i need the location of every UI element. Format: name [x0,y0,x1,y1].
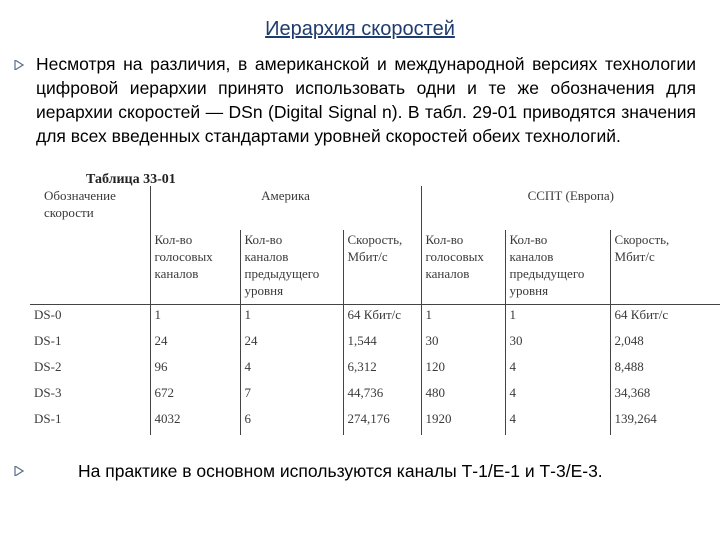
cell-am-voice: 672 [150,383,240,409]
cell-am-prev: 6 [240,409,343,435]
cell-eu-voice: 120 [421,357,505,383]
triangle-bullet-icon [14,466,24,476]
subheader-eu-prev: Кол-во каналов предыдущего уровня [505,230,610,305]
cell-am-speed: 44,736 [343,383,421,409]
row-name: DS-1 [34,411,62,426]
cell-eu-voice: 480 [421,383,505,409]
cell-eu-prev: 30 [505,331,610,357]
cell-eu-speed: 34,368 [610,383,720,409]
subheader-eu-voice: Кол-во голосовых каналов [421,230,505,305]
table-row [30,331,720,357]
cell-eu-prev: 1 [505,305,610,332]
header-designation: Обозначение скорости [44,188,116,220]
cell-eu-voice: 1920 [421,409,505,435]
cell-eu-prev: 4 [505,383,610,409]
subheader-am-speed: Скорость, Мбит/с [343,230,421,305]
cell-am-voice: 1 [150,305,240,332]
row-name: DS-1 [34,333,62,348]
table-row [30,383,720,409]
cell-am-speed: 6,312 [343,357,421,383]
table-caption: Таблица 33-01 [86,172,176,187]
triangle-bullet-icon [14,60,24,70]
table-subheader-row [30,230,720,305]
table-header-row [30,186,720,230]
cell-am-speed: 1,544 [343,331,421,357]
cell-eu-voice: 30 [421,331,505,357]
cell-am-voice: 4032 [150,409,240,435]
cell-eu-prev: 4 [505,409,610,435]
body-paragraph: Несмотря на различия, в американской и международной версиях технологии цифровой иерархии принято использовать одни и те же обозначения для иерархии скоростей — DSn (Digital Signal n). В табл. 29-01 приводятся значения для всех введенных стандартами уровней скоростей обеих технологий. [36,54,696,146]
header-europe: ССПТ (Европа) [421,186,720,230]
bottom-note: На практике в основном используются каналы Т-1/Е-1 и Т-3/Е-3. [78,461,603,481]
cell-eu-voice: 1 [421,305,505,332]
subheader-am-prev: Кол-во каналов предыдущего уровня [240,230,343,305]
cell-am-speed: 274,176 [343,409,421,435]
cell-eu-prev: 4 [505,357,610,383]
cell-eu-speed: 2,048 [610,331,720,357]
table-row [30,409,720,435]
cell-eu-speed: 64 Кбит/с [610,305,720,332]
row-name: DS-2 [34,359,62,374]
subheader-eu-speed: Скорость, Мбит/с [610,230,720,305]
cell-eu-speed: 8,488 [610,357,720,383]
table-row [30,305,720,332]
row-name: DS-0 [34,307,62,322]
cell-am-speed: 64 Кбит/с [343,305,421,332]
cell-am-prev: 4 [240,357,343,383]
header-america: Америка [150,186,421,230]
slide-title: Иерархия скоростей [265,18,455,40]
cell-am-voice: 24 [150,331,240,357]
cell-am-prev: 24 [240,331,343,357]
cell-am-prev: 1 [240,305,343,332]
subheader-am-voice: Кол-во голосовых каналов [150,230,240,305]
subheader-empty [30,230,150,305]
cell-am-voice: 96 [150,357,240,383]
speed-hierarchy-table [30,186,720,435]
table-row [30,357,720,383]
cell-eu-speed: 139,264 [610,409,720,435]
row-name: DS-3 [34,385,62,400]
cell-am-prev: 7 [240,383,343,409]
